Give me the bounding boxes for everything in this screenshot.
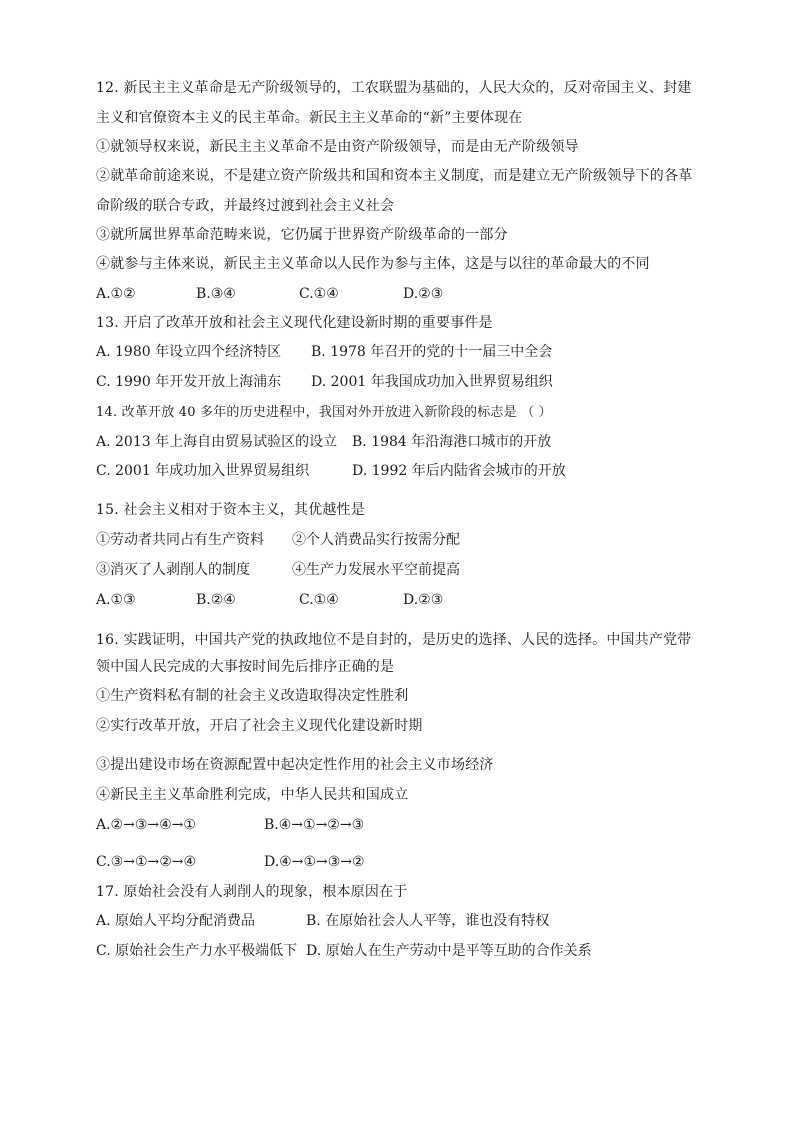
q15-statement-4: ④生产力发展水平空前提高: [292, 562, 460, 578]
q13-stem: 13. 开启了改革开放和社会主义现代化建设新时期的重要事件是: [96, 315, 493, 331]
q16-stem-line-2: 领中国人民完成的大事按时间先后排序正确的是: [96, 659, 395, 675]
q12-option-c: C.①④: [299, 286, 339, 302]
q14-option-b: B. 1984 年沿海港口城市的开放: [352, 434, 552, 450]
q12-option-d: D.②③: [403, 286, 444, 302]
q12-option-b: B.③④: [196, 286, 236, 302]
q12-stem-line-2: 主义和官僚资本主义的民主革命。新民主主义革命的“新”主要体现在: [96, 110, 523, 126]
q17-stem: 17. 原始社会没有人剥削人的现象，根本原因在于: [96, 884, 408, 900]
q13-option-c: C. 1990 年开发开放上海浦东: [96, 374, 282, 390]
q15-option-d: D.②③: [403, 592, 444, 608]
q16-statement-2: ②实行改革开放，开启了社会主义现代化建设新时期: [96, 718, 423, 734]
q14-stem: 14. 改革开放 40 多年的历史进程中，我国对外开放进入新阶段的标志是 （ ）: [96, 405, 552, 420]
q15-option-a: A.①③: [96, 592, 136, 608]
q12-statement-2: ②就革命前途来说，不是建立资产阶级共和国和资本主义制度，而是建立无产阶级领导下的各革: [96, 168, 693, 184]
q12-option-a: A.①②: [96, 286, 136, 302]
q16-statement-4: ④新民主主义革命胜利完成，中华人民共和国成立: [96, 787, 409, 803]
q15-statement-2: ②个人消费品实行按需分配: [292, 532, 460, 548]
q12-statement-2-cont: 命阶级的联合专政，并最终过渡到社会主义社会: [96, 198, 395, 214]
q16-option-d: D.④→①→③→②: [264, 854, 365, 870]
q15-stem: 15. 社会主义相对于资本主义，其优越性是: [96, 502, 365, 518]
q15-option-b: B.②④: [196, 592, 236, 608]
q12-statement-4: ④就参与主体来说，新民主主义革命以人民作为参与主体，这是与以往的革命最大的不同: [96, 256, 650, 272]
q16-option-a: A.②→③→④→①: [96, 817, 196, 833]
q14-option-c: C. 2001 年成功加入世界贸易组织: [96, 463, 310, 479]
q13-option-a: A. 1980 年设立四个经济特区: [96, 344, 282, 360]
q16-statement-1: ①生产资料私有制的社会主义改造取得决定性胜利: [96, 688, 409, 704]
q13-option-b: B. 1978 年召开的党的十一届三中全会: [311, 344, 553, 360]
q12-statement-3: ③就所属世界革命范畴来说，它仍属于世界资产阶级革命的一部分: [96, 227, 508, 243]
q12-stem-line-1: 12. 新民主主义革命是无产阶级领导的，工农联盟为基础的，人民大众的，反对帝国主义、封建: [96, 80, 692, 96]
q17-option-b: B. 在原始社会人人平等，谁也没有特权: [306, 913, 550, 929]
q12-statement-1: ①就领导权来说，新民主主义革命不是由资产阶级领导，而是由无产阶级领导: [96, 139, 579, 155]
q15-statement-3: ③消灭了人剥削人的制度: [96, 562, 250, 578]
q14-option-d: D. 1992 年后内陆省会城市的开放: [352, 463, 566, 479]
q15-option-c: C.①④: [299, 592, 339, 608]
q17-option-a: A. 原始人平均分配消费品: [96, 913, 256, 929]
q16-statement-3: ③提出建设市场在资源配置中起决定性作用的社会主义市场经济: [96, 757, 494, 773]
q16-option-b: B.④→①→②→③: [264, 817, 365, 833]
q14-option-a: A. 2013 年上海自由贸易试验区的设立: [96, 434, 338, 450]
q16-stem-line-1: 16. 实践证明，中国共产党的执政地位不是自封的，是历史的选择、人民的选择。中国共产党带: [96, 632, 692, 648]
q15-statement-1: ①劳动者共同占有生产资料: [96, 532, 264, 548]
q17-option-d: D. 原始人在生产劳动中是平等互助的合作关系: [306, 943, 592, 959]
q17-option-c: C. 原始社会生产力水平极端低下: [96, 943, 298, 959]
q16-option-c: C.③→①→②→④: [96, 854, 197, 870]
q13-option-d: D. 2001 年我国成功加入世界贸易组织: [311, 374, 553, 390]
